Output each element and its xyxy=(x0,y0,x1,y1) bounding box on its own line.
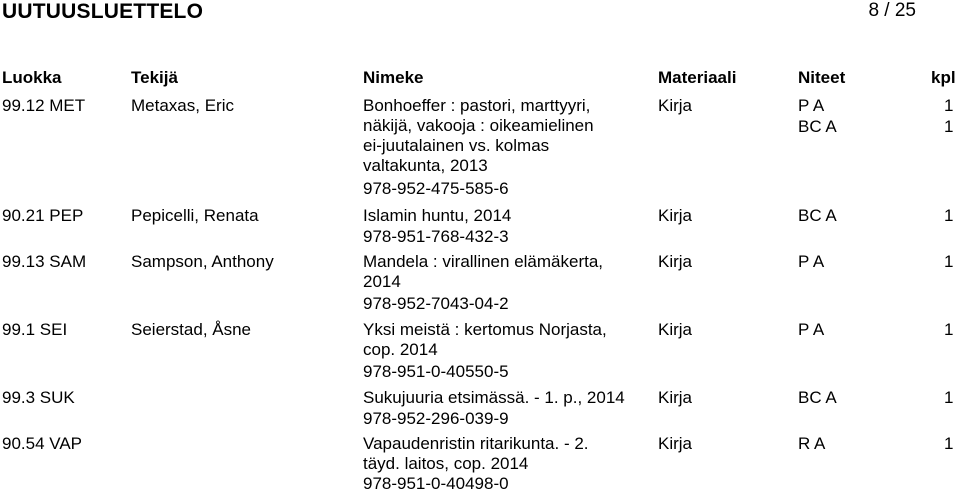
row-material: Kirja xyxy=(658,320,693,339)
row-class: 90.54 VAP xyxy=(2,434,83,453)
row-author: Sampson, Anthony xyxy=(131,252,274,271)
row-qty: 1 xyxy=(944,96,954,115)
row-notes: P A xyxy=(798,320,825,339)
row-isbn: 978-951-768-432-3 xyxy=(363,227,509,246)
row-notes: P A xyxy=(798,252,825,271)
row-title: Bonhoeffer : pastori, marttyyri, näkijä, vakooja : oikeamielinen ei-juutalainen vs. kolmas valtakunta, 2013 xyxy=(363,96,594,175)
row-author: Seierstad, Åsne xyxy=(131,320,252,339)
row-qty: 1 xyxy=(944,434,954,453)
row-class: 90.21 PEP xyxy=(2,206,84,225)
header-author: Tekijä xyxy=(131,68,178,87)
row-author: Metaxas, Eric xyxy=(131,96,234,115)
row-qty: 1 xyxy=(944,320,954,339)
row-material: Kirja xyxy=(658,434,693,453)
header-class: Luokka xyxy=(2,68,62,87)
row-qty: 1 xyxy=(944,117,954,136)
row-isbn: 978-952-475-585-6 xyxy=(363,179,509,198)
row-qty: 1 xyxy=(944,206,954,225)
row-isbn: 978-951-0-40550-5 xyxy=(363,362,509,381)
row-title: Islamin huntu, 2014 xyxy=(363,206,512,225)
row-isbn: 978-952-7043-04-2 xyxy=(363,294,509,313)
row-class: 99.3 SUK xyxy=(2,388,75,407)
row-notes: BC A xyxy=(798,206,837,225)
header-material: Materiaali xyxy=(658,68,737,87)
row-author: Pepicelli, Renata xyxy=(131,206,259,225)
row-title: Vapaudenristin ritarikunta. - 2. täyd. laitos, cop. 2014 xyxy=(363,434,589,473)
row-isbn: 978-952-296-039-9 xyxy=(363,409,509,428)
row-material: Kirja xyxy=(658,206,693,225)
row-material: Kirja xyxy=(658,388,693,407)
row-notes: BC A xyxy=(798,117,837,136)
row-class: 99.13 SAM xyxy=(2,252,87,271)
header-qty: kpl xyxy=(931,68,956,87)
row-title: Mandela : virallinen elämäkerta, 2014 xyxy=(363,252,604,291)
row-notes: BC A xyxy=(798,388,837,407)
row-notes: P A xyxy=(798,96,825,115)
row-qty: 1 xyxy=(944,252,954,271)
page-indicator: 8 / 25 xyxy=(868,0,916,21)
row-material: Kirja xyxy=(658,252,693,271)
row-notes: R A xyxy=(798,434,826,453)
row-title: Sukujuuria etsimässä. - 1. p., 2014 xyxy=(363,388,625,407)
row-class: 99.12 MET xyxy=(2,96,86,115)
row-class: 99.1 SEI xyxy=(2,320,68,339)
row-title: Yksi meistä : kertomus Norjasta, cop. 2014 xyxy=(363,320,607,359)
row-material: Kirja xyxy=(658,96,693,115)
document-title: UUTUUSLUETTELO xyxy=(2,0,204,23)
header-notes: Niteet xyxy=(798,68,846,87)
header-title: Nimeke xyxy=(363,68,424,87)
row-isbn: 978-951-0-40498-0 xyxy=(363,474,509,493)
row-qty: 1 xyxy=(944,388,954,407)
